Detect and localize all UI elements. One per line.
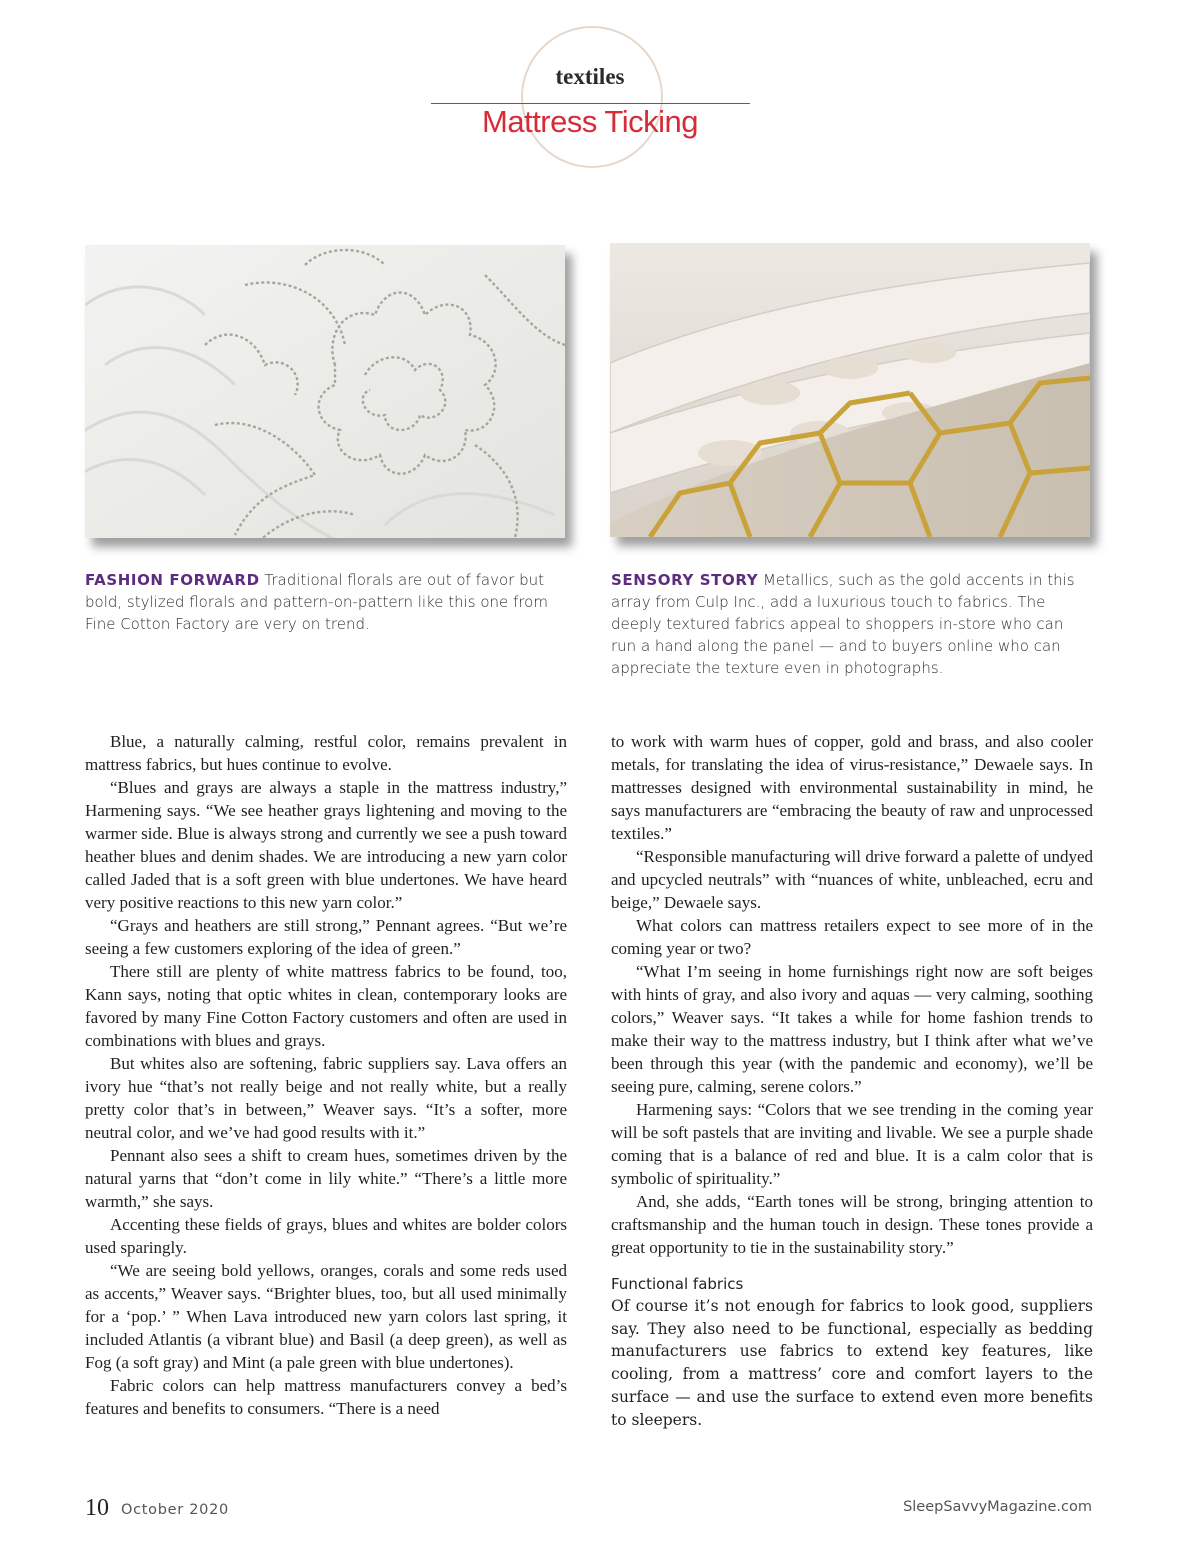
caption-text: Metallics, such as the gold accents in this array from Culp Inc., add a luxurious touch to fabrics. The deeply textured fabrics appeal to shoppers in-store who can run a hand along the panel — and to buyers online who can appreciate the texture even in photographs. xyxy=(611,571,1075,677)
paragraph: Of course it’s not enough for fabrics to look good, suppliers say. They also need to be functional, especially as bedding manufacturers use fabrics to extend key features, like cooling, from a mattress’ core and comfort layers to the surface — and use the surface to extend even more benefits to sleepers. xyxy=(611,1297,1093,1429)
caption-lead: SENSORY STORY xyxy=(611,571,759,589)
issue-date: October 2020 xyxy=(121,1502,229,1518)
floral-fabric-illustration xyxy=(85,245,565,538)
paragraph: What colors can mattress retailers expect to see more of in the coming year or two? xyxy=(611,916,1093,958)
floral-fabric-photo xyxy=(85,245,565,538)
website-url: SleepSavvyMagazine.com xyxy=(903,1499,1092,1515)
caption-text: Traditional florals are out of favor but bold, stylized florals and pattern-on-pattern like this one from Fine Cotton Factory are very on trend. xyxy=(85,571,548,633)
photo-caption-left xyxy=(85,569,555,635)
textured-fabric-illustration xyxy=(610,243,1090,537)
page-number: 10 xyxy=(85,1495,109,1521)
paragraph: “We are seeing bold yellows, oranges, corals and some reds used as accents,” Weaver says. “Brighter blues, too, but all used minimally for a ‘pop.’ ” When Lava introduced new yarn colors last spring, it included Atlantis (a vibrant blue) and Basil (a deep green), as well as Fog (a soft gray) and Mint (a pale green with blue undertones). xyxy=(85,1261,567,1372)
section-subhead: Functional fabrics xyxy=(611,1275,744,1293)
section-label: textiles xyxy=(555,64,625,89)
paragraph: And, she adds, “Earth tones will be strong, bringing attention to craftsmanship and the human touch in design. These tones provide a great opportunity to tie in the sustainability story.” xyxy=(611,1192,1093,1257)
paragraph: But whites also are softening, fabric suppliers say. Lava offers an ivory hue “that’s not really beige and not really white, but a really pretty color that’s in between,” Weaver says. “It’s a softer, more neutral color, and we’ve had good results with it.” xyxy=(85,1054,567,1142)
page-title: Mattress Ticking xyxy=(482,104,698,139)
paragraph: “Responsible manufacturing will drive forward a palette of undyed and upcycled neutrals” with “nuances of white, unbleached, ecru and beige,” Dewaele says. xyxy=(611,847,1093,912)
article-column-left xyxy=(85,730,567,1420)
paragraph: “Blues and grays are always a staple in the mattress industry,” Harmening says. “We see heather grays lightening and moving to the warmer side. Blue is always strong and currently we see a push toward heather blues and denim shades. We are introducing a new yarn color called Jaded that is a soft green with blue undertones. We have heard very positive reactions to this new yarn color.” xyxy=(85,778,568,912)
caption-lead: FASHION FORWARD xyxy=(85,571,260,589)
header-circle-ornament xyxy=(521,26,663,168)
photo-caption-right xyxy=(611,569,1091,679)
paragraph: Pennant also sees a shift to cream hues, sometimes driven by the natural yarns that “don’t come in lily white.” “There’s a little more warmth,” she says. xyxy=(85,1146,567,1211)
paragraph: to work with warm hues of copper, gold and brass, and also cooler metals, for translating the idea of virus-resistance,” Dewaele says. In mattresses designed with environmental sustainability in mind, he says manufacturers are “embracing the beauty of raw and unprocessed textiles.” xyxy=(611,732,1093,843)
paragraph: Blue, a naturally calming, restful color, remains prevalent in mattress fabrics, but hues continue to evolve. xyxy=(85,732,567,774)
textured-gold-fabric-photo xyxy=(610,243,1090,537)
paragraph: Fabric colors can help mattress manufacturers convey a bed’s features and benefits to consumers. “There is a need xyxy=(85,1376,567,1418)
paragraph: “Grays and heathers are still strong,” Pennant agrees. “But we’re seeing a few customers exploring of the idea of green.” xyxy=(85,916,567,958)
paragraph: “What I’m seeing in home furnishings right now are soft beiges with hints of gray, and also ivory and aquas — very calming, soothing colors,” Weaver says. “It takes a while for home fashion trends to make their way to the mattress industry, but I think after what we’ve been through this year (with the pandemic and economy), we’ll be seeing pure, calming, serene colors.” xyxy=(611,962,1093,1096)
paragraph: Harmening says: “Colors that we see trending in the coming year will be soft pastels that are inviting and livable. We see a purple shade coming that is a balance of red and blue. It is a calm color that is symbolic of spirituality.” xyxy=(611,1100,1093,1188)
paragraph: Accenting these fields of grays, blues and whites are bolder colors used sparingly. xyxy=(85,1215,567,1257)
paragraph: There still are plenty of white mattress fabrics to be found, too, Kann says, noting that optic whites in clean, contemporary looks are favored by many Fine Cotton Factory customers and often are used in combinations with blues and grays. xyxy=(85,962,567,1050)
article-column-right xyxy=(611,730,1093,1431)
